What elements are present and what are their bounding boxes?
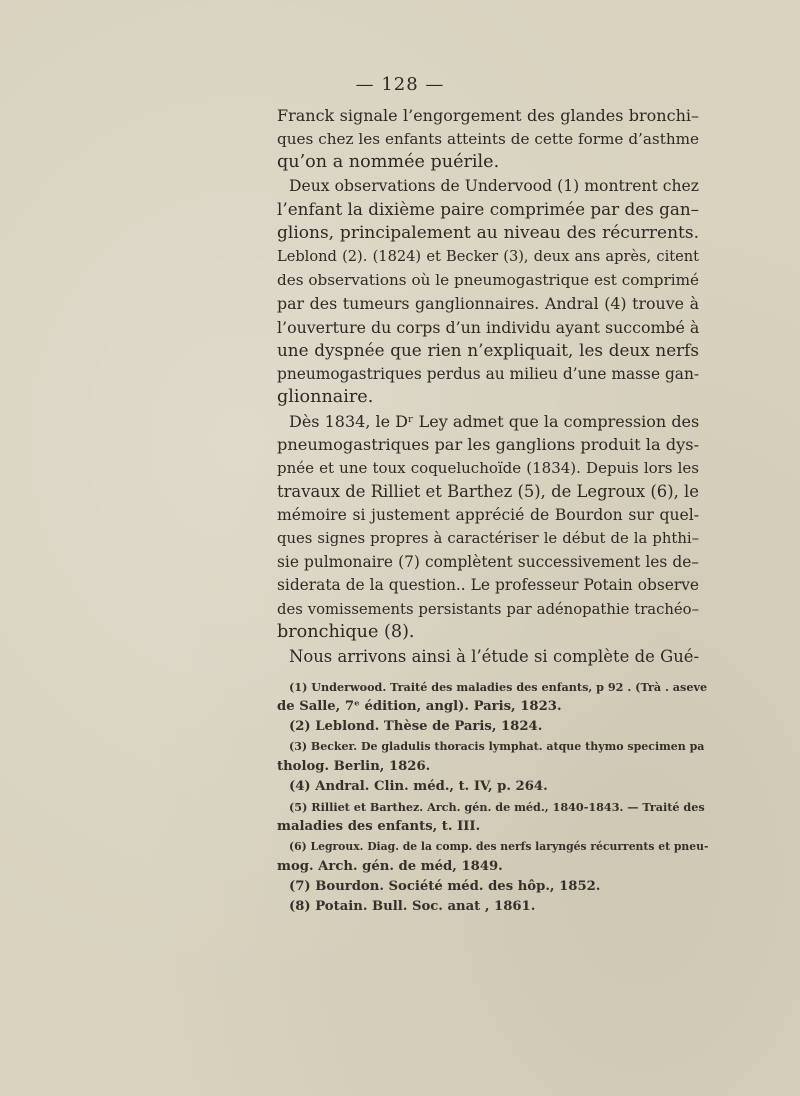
body-line: des observations où le pneumogastrique est comprimé bbox=[277, 270, 699, 289]
body-line: travaux de Rilliet et Barthez (5), de Legroux (6), le bbox=[277, 482, 699, 501]
body-line: glions, principalement au niveau des récurrents. bbox=[277, 222, 699, 243]
footnote-line: (8) Potain. Bull. Soc. anat , 1861. bbox=[289, 899, 536, 914]
body-line: Leblond (2). (1824) et Becker (3), deux ans après, citent bbox=[277, 248, 699, 265]
footnote-line: (7) Bourdon. Société méd. des hôp., 1852. bbox=[289, 879, 601, 894]
body-line: l’ouverture du corps d’un individu ayant succombé à bbox=[277, 317, 700, 337]
footnote-line: (1) Underwood. Traité des maladies des enfants, p 92 . (Trà . aseve bbox=[289, 680, 708, 694]
body-line: pnée et une toux coqueluchoïde (1834). Depuis lors les bbox=[277, 458, 699, 477]
body-line: une dyspnée que rien n’expliquait, les deux nerfs bbox=[277, 340, 699, 360]
footnote-line: (6) Legroux. Diag. de la comp. des nerfs laryngés récurrents et pneu- bbox=[289, 840, 709, 853]
body-line: sie pulmonaire (7) complètent successivement les de– bbox=[277, 552, 699, 571]
body-line: qu’on a nommée puérile. bbox=[277, 152, 500, 172]
body-line: ques chez les enfants atteints de cette forme d’asthme bbox=[277, 129, 699, 148]
body-text bbox=[277, 104, 699, 668]
body-line: par des tumeurs ganglionnaires. Andral (4) trouve à bbox=[277, 294, 699, 313]
footnote-line: maladies des enfants, t. III. bbox=[277, 819, 481, 834]
body-line: siderata de la question.. Le professeur Potain observe bbox=[277, 576, 699, 594]
footnote-line: de Salle, 7ᵉ édition, angl). Paris, 1823. bbox=[277, 699, 562, 714]
body-line: pneumogastriques perdus au milieu d’une masse gan- bbox=[277, 364, 700, 383]
body-line: bronchique (8). bbox=[277, 622, 415, 642]
page-number: — 128 — bbox=[355, 74, 445, 95]
footnote-line: (3) Becker. De gladulis thoracis lymphat. atque thymo specimen pa bbox=[289, 740, 705, 753]
footnote-line: (2) Leblond. Thèse de Paris, 1824. bbox=[289, 719, 543, 734]
footnote-line: (4) Andral. Clin. méd., t. IV, p. 264. bbox=[289, 779, 548, 794]
footnote-line: tholog. Berlin, 1826. bbox=[277, 759, 431, 774]
body-line: Nous arrivons ainsi à l’étude si complète de Gué- bbox=[289, 646, 699, 666]
footnote-line: mog. Arch. gén. de méd, 1849. bbox=[277, 859, 503, 874]
body-line: pneumogastriques par les ganglions produit la dys- bbox=[277, 435, 700, 454]
body-line: glionnaire. bbox=[277, 387, 374, 407]
footnote-line: (5) Rilliet et Barthez. Arch. gén. de méd., 1840-1843. — Traité des bbox=[289, 800, 705, 814]
body-line: mémoire si justement apprécié de Bourdon sur quel- bbox=[277, 505, 699, 524]
body-line: Dès 1834, le Dʳ Ley admet que la compression des bbox=[289, 411, 700, 431]
body-line: ques signes propres à caractériser le début de la phthi– bbox=[277, 530, 699, 547]
body-line: Franck signale l’engorgement des glandes bronchi– bbox=[277, 106, 699, 125]
body-line: des vomissements persistants par adénopathie trachéo– bbox=[277, 600, 699, 618]
body-line: l’enfant la dixième paire comprimée par des gan– bbox=[277, 199, 700, 219]
body-line: Deux observations de Undervood (1) montrent chez bbox=[289, 176, 699, 195]
footnotes bbox=[277, 677, 709, 917]
